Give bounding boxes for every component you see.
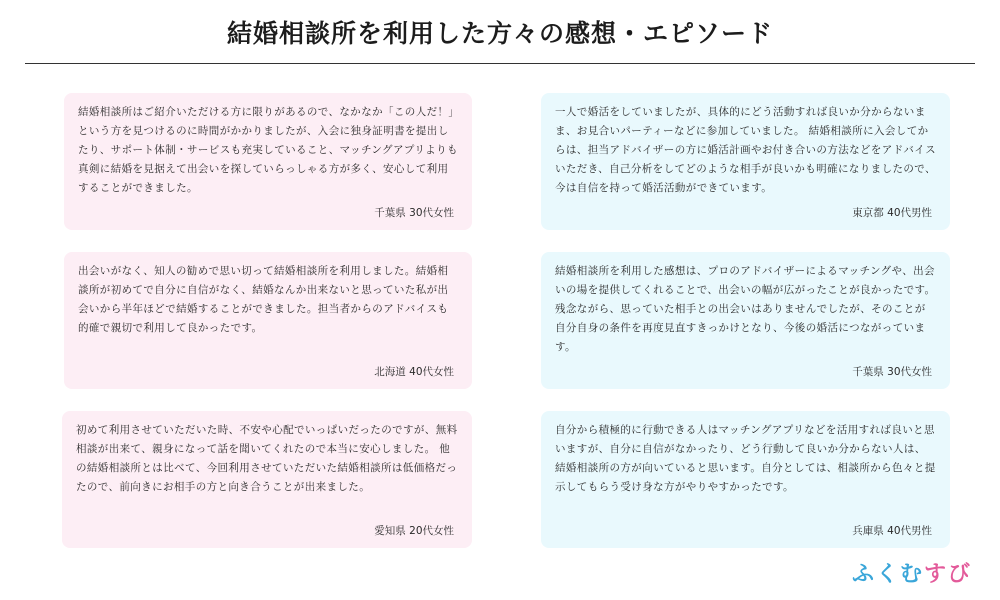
- testimonial-text: 一人で婚活をしていましたが、具体的にどう活動すれば良いか分からないまま、お見合いパーティーなどに参加していました。 結婚相談所に入会してからは、担当アドバイザーの方に婚活計画やお付き合いの方法などをアドバイスいただき、自己分析をしてどのような相手が良いかも明確になりましたので、今は自信を持って婚活活動ができています。: [555, 106, 936, 194]
- testimonial-card: [62, 411, 472, 548]
- page-title: 結婚相談所を利用した方々の感想・エピソード: [226, 19, 773, 48]
- testimonial-card: [541, 252, 950, 389]
- testimonial-author: 兵庫県 40代男性: [852, 525, 932, 537]
- title-divider: [25, 63, 975, 64]
- logo-text-part1: ふくむ: [851, 562, 924, 587]
- testimonial-text: 初めて利用させていただいた時、不安や心配でいっぱいだったのですが、無料相談が出来て、親身になって話を聞いてくれたので本当に安心しました。 他の結婚相談所とは比べて、今回利用させていただいた結婚相談所は低価格だったので、前向きにお相手の方と向き合うことが出来ました。: [76, 424, 458, 493]
- testimonial-text: 出会いがなく、知人の勧めで思い切って結婚相談所を利用しました。結婚相談所が初めてで自分に自信がなく、結婚なんか出来ないと思っていた私が出会いから半年ほどで結婚することができました。担当者からのアドバイスも的確で親切で利用して良かったです。: [78, 265, 449, 334]
- testimonial-author: 愛知県 20代女性: [374, 525, 454, 537]
- testimonial-author: 北海道 40代女性: [374, 366, 454, 378]
- logo-text-part2: すび: [923, 562, 972, 587]
- testimonial-text: 自分から積極的に行動できる人はマッチングアプリなどを活用すれば良いと思いますが、自分に自信がなかったり、どう行動して良いか分からない人は、結婚相談所の方が向いていると思います。自分としては、相談所から色々と提示してもらう受け身な方がやりやすかったです。: [555, 424, 936, 493]
- testimonial-author: 千葉県 30代女性: [374, 207, 454, 219]
- testimonial-card: [64, 252, 472, 389]
- testimonial-card: [541, 411, 950, 548]
- testimonial-author: 東京都 40代男性: [852, 207, 932, 219]
- brand-logo[interactable]: [852, 557, 972, 588]
- testimonial-card: [541, 93, 950, 230]
- testimonial-author: 千葉県 30代女性: [852, 366, 932, 378]
- testimonial-card: [64, 93, 472, 230]
- testimonial-text: 結婚相談所はご紹介いただける方に限りがあるので、なかなか「この人だ！」という方を見つけるのに時間がかかりましたが、入会に独身証明書を提出したり、サポート体制・サービスも充実していること、マッチングアプリよりも真剣に結婚を見据えて出会いを探していらっしゃる方が多く、安心して利用することができました。: [78, 106, 458, 194]
- testimonial-text: 結婚相談所を利用した感想は、プロのアドバイザーによるマッチングや、出会いの場を提供してくれることで、出会いの幅が広がったことが良かったです。残念ながら、思っていた相手との出会いはありませんでしたが、そのことが自分自身の条件を再度見直すきっかけとなり、今後の婚活につながっています。: [555, 265, 936, 353]
